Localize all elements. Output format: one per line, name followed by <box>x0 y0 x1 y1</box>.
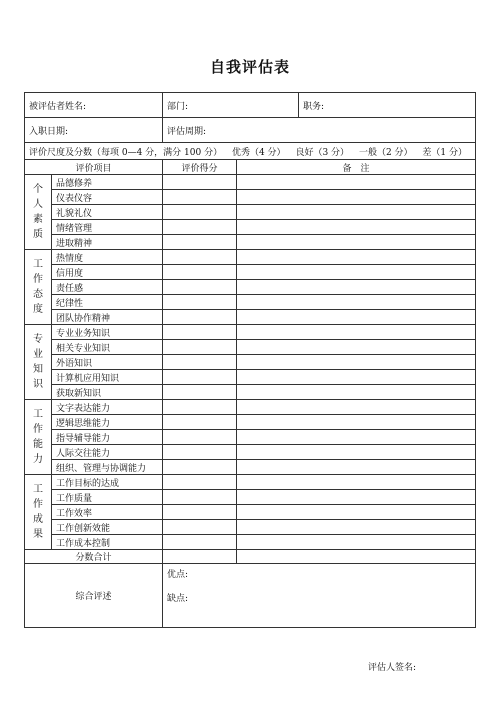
category-char: 工 <box>33 259 43 270</box>
table-row <box>25 250 476 265</box>
remark-cell[interactable] <box>237 370 476 385</box>
category-char: 工 <box>33 484 43 495</box>
table-row <box>25 445 476 460</box>
item-label: 外语知识 <box>52 355 163 370</box>
score-cell[interactable] <box>163 175 237 190</box>
score-cell[interactable] <box>163 430 237 445</box>
weaknesses-label: 缺点: <box>167 594 189 604</box>
category-label <box>25 325 52 400</box>
score-cell[interactable] <box>163 415 237 430</box>
table-row <box>25 520 476 535</box>
remark-cell[interactable] <box>237 535 476 550</box>
remark-cell[interactable] <box>237 310 476 325</box>
table-row <box>25 190 476 205</box>
header-item: 评价项目 <box>25 160 163 175</box>
score-cell[interactable] <box>163 535 237 550</box>
score-cell[interactable] <box>163 445 237 460</box>
table-row <box>25 415 476 430</box>
score-cell[interactable] <box>163 295 237 310</box>
scale-poor: 差（1 分） <box>422 147 468 158</box>
item-label: 仪表仪容 <box>52 190 163 205</box>
score-cell[interactable] <box>163 325 237 340</box>
category-char: 成 <box>33 514 43 525</box>
table-row <box>25 265 476 280</box>
item-label: 责任感 <box>52 280 163 295</box>
category-char: 业 <box>33 349 43 360</box>
category-label <box>25 475 52 550</box>
evaluation-form <box>24 92 476 628</box>
item-label: 工作质量 <box>52 490 163 505</box>
scale-label: 评价尺度及分数（每项 0—4 分，满分 100 分） <box>29 147 223 158</box>
remark-cell[interactable] <box>237 490 476 505</box>
item-label: 热情度 <box>52 250 163 265</box>
remark-cell[interactable] <box>237 400 476 415</box>
remark-cell[interactable] <box>237 460 476 475</box>
remark-cell[interactable] <box>237 355 476 370</box>
evaluation-period-field[interactable] <box>163 118 476 143</box>
category-char: 个 <box>33 184 43 195</box>
score-cell[interactable] <box>163 235 237 250</box>
remark-cell[interactable] <box>237 235 476 250</box>
table-row <box>25 325 476 340</box>
remark-cell[interactable] <box>237 280 476 295</box>
category-char: 作 <box>33 424 43 435</box>
summary-label: 综合评述 <box>25 564 163 628</box>
score-cell[interactable] <box>163 400 237 415</box>
category-char: 人 <box>33 199 43 210</box>
category-label <box>25 250 52 325</box>
table-row <box>25 310 476 325</box>
table-row <box>25 340 476 355</box>
header-score: 评价得分 <box>163 160 237 175</box>
table-row <box>25 355 476 370</box>
table-row <box>25 460 476 475</box>
remark-cell[interactable] <box>237 475 476 490</box>
score-cell[interactable] <box>163 370 237 385</box>
item-label: 工作成本控制 <box>52 535 163 550</box>
position-label: 职务: <box>303 101 325 112</box>
scale-excellent: 优秀（4 分） <box>231 147 286 158</box>
evaluator-signature <box>368 660 446 673</box>
item-label: 指导辅导能力 <box>52 430 163 445</box>
table-row <box>25 505 476 520</box>
table-row <box>25 430 476 445</box>
position-field[interactable] <box>299 93 476 118</box>
item-label: 专业业务知识 <box>52 325 163 340</box>
item-label: 工作目标的达成 <box>52 475 163 490</box>
category-char: 识 <box>33 379 43 390</box>
category-char: 度 <box>33 304 43 315</box>
item-label: 相关专业知识 <box>52 340 163 355</box>
remark-cell[interactable] <box>237 505 476 520</box>
category-char: 作 <box>33 274 43 285</box>
score-cell[interactable] <box>163 205 237 220</box>
category-char: 态 <box>33 289 43 300</box>
item-label: 进取精神 <box>52 235 163 250</box>
strengths-label: 优点: <box>167 570 189 580</box>
item-label: 品德修养 <box>52 175 163 190</box>
category-label <box>25 400 52 475</box>
table-row <box>25 400 476 415</box>
signature-label: 评估人签名: <box>368 663 417 673</box>
table-row <box>25 490 476 505</box>
summary-content[interactable] <box>163 564 476 628</box>
evaluatee-name-field[interactable] <box>25 93 163 118</box>
total-remark-cell[interactable] <box>237 550 476 564</box>
item-label: 工作创新效能 <box>52 520 163 535</box>
table-row <box>25 295 476 310</box>
total-score-cell[interactable] <box>163 550 237 564</box>
table-row <box>25 175 476 190</box>
category-char: 果 <box>33 529 43 540</box>
evaluation-period-label: 评估周期: <box>167 126 207 137</box>
score-cell[interactable] <box>163 265 237 280</box>
table-row <box>25 235 476 250</box>
table-row <box>25 535 476 550</box>
remark-cell[interactable] <box>237 295 476 310</box>
summary-row <box>25 564 476 628</box>
score-cell[interactable] <box>163 280 237 295</box>
score-cell[interactable] <box>163 220 237 235</box>
score-cell[interactable] <box>163 490 237 505</box>
item-label: 获取新知识 <box>52 385 163 400</box>
remark-cell[interactable] <box>237 385 476 400</box>
remark-cell[interactable] <box>237 250 476 265</box>
category-label <box>25 175 52 250</box>
category-char: 能 <box>33 439 43 450</box>
department-label: 部门: <box>167 101 189 112</box>
score-cell[interactable] <box>163 190 237 205</box>
table-row <box>25 205 476 220</box>
score-cell[interactable] <box>163 250 237 265</box>
table-row <box>25 385 476 400</box>
item-label: 逻辑思维能力 <box>52 415 163 430</box>
remark-cell[interactable] <box>237 445 476 460</box>
info-row-1 <box>25 93 476 118</box>
column-header-row <box>25 160 476 175</box>
score-cell[interactable] <box>163 385 237 400</box>
remark-cell[interactable] <box>237 415 476 430</box>
category-char: 专 <box>33 334 43 345</box>
total-row <box>25 550 476 564</box>
scale-cell <box>25 143 476 160</box>
remark-cell[interactable] <box>237 220 476 235</box>
header-remark: 备 注 <box>237 160 476 175</box>
category-char: 作 <box>33 499 43 510</box>
score-cell[interactable] <box>163 460 237 475</box>
remark-cell[interactable] <box>237 430 476 445</box>
page-title: 自我评估表 <box>209 58 290 76</box>
item-label: 情绪管理 <box>52 220 163 235</box>
category-char: 素 <box>33 214 43 225</box>
category-char: 工 <box>33 409 43 420</box>
info-row-2 <box>25 118 476 143</box>
score-cell[interactable] <box>163 505 237 520</box>
item-label: 团队协作精神 <box>52 310 163 325</box>
item-label: 纪律性 <box>52 295 163 310</box>
scale-average: 一般（2 分） <box>358 147 413 158</box>
category-char: 质 <box>33 229 43 240</box>
item-label: 组织、管理与协调能力 <box>52 460 163 475</box>
item-label: 信用度 <box>52 265 163 280</box>
table-row <box>25 280 476 295</box>
item-label: 工作效率 <box>52 505 163 520</box>
remark-cell[interactable] <box>237 340 476 355</box>
table-row <box>25 475 476 490</box>
table-row <box>25 370 476 385</box>
remark-cell[interactable] <box>237 190 476 205</box>
category-char: 知 <box>33 364 43 375</box>
item-label: 人际交往能力 <box>52 445 163 460</box>
score-cell[interactable] <box>163 475 237 490</box>
score-cell[interactable] <box>163 340 237 355</box>
item-label: 计算机应用知识 <box>52 370 163 385</box>
score-cell[interactable] <box>163 310 237 325</box>
join-date-field[interactable] <box>25 118 163 143</box>
score-cell[interactable] <box>163 355 237 370</box>
category-char: 力 <box>33 454 43 465</box>
table-row <box>25 220 476 235</box>
score-cell[interactable] <box>163 520 237 535</box>
department-field[interactable] <box>163 93 299 118</box>
remark-cell[interactable] <box>237 175 476 190</box>
remark-cell[interactable] <box>237 265 476 280</box>
total-label: 分数合计 <box>25 550 163 564</box>
remark-cell[interactable] <box>237 520 476 535</box>
join-date-label: 入职日期: <box>29 126 69 137</box>
item-label: 文字表达能力 <box>52 400 163 415</box>
remark-cell[interactable] <box>237 325 476 340</box>
item-label: 礼貌礼仪 <box>52 205 163 220</box>
scale-good: 良好（3 分） <box>295 147 350 158</box>
evaluatee-name-label: 被评估者姓名: <box>29 101 87 112</box>
remark-cell[interactable] <box>237 205 476 220</box>
scale-row <box>25 143 476 160</box>
